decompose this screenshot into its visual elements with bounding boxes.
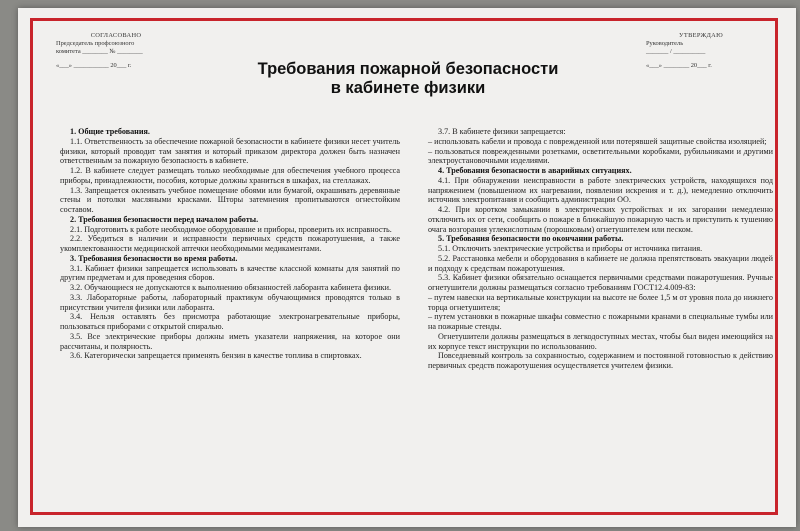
paragraph: 3.1. Кабинет физики запрещается использовать в качестве классной комнаты для занятий по другим предметам и для проведения сборов.: [60, 263, 400, 283]
paragraph: 3.7. В кабинете физики запрещается:: [438, 127, 566, 136]
paragraph: 1.2. В кабинете следует размещать только необходимые для обеспечения учебного процесса приборы, принадлежности, пособия, которые должны храниться в шкафах, на стеллажах.: [60, 166, 400, 185]
section-heading: 1. Общие требования.: [70, 127, 150, 136]
approval-right-title: УТВЕРЖДАЮ: [679, 32, 723, 39]
approval-stamp-right: [646, 32, 756, 70]
paragraph: – путем установки в пожарные шкафы совместно с пожарными кранами в специальные тумбы или на пожарные стенды.: [428, 312, 773, 331]
paragraph: 3.3. Лабораторные работы, лабораторный практикум обучающимися проводятся только в присутствии учителя физики или лаборанта.: [60, 292, 400, 312]
paragraph: 2.2. Убедиться в наличии и исправности первичных средств пожаротушения, а также укомплектованности медицинской аптечки необходимыми медикаментами.: [60, 234, 400, 253]
left-text-column: [60, 127, 400, 361]
approval-left-title: СОГЛАСОВАНО: [90, 32, 142, 39]
approval-right-line2: _______ / __________: [646, 48, 706, 55]
paragraph: 1.3. Запрещается оклеивать учебное помещение обоями или бумагой, окрашивать деревянные стены и потолки масляными красками. Шторы затемнения пропитываются огнестойким составом.: [60, 185, 400, 214]
section-heading: 2. Требования безопасности перед началом работы.: [70, 214, 259, 224]
paragraph: 3.4. Нельзя оставлять без присмотра работающие электронагревательные приборы, пользоваться приборами с открытой спиралью.: [60, 312, 400, 331]
approval-right-line3: «___» ________ 20___ г.: [646, 62, 712, 69]
section-heading: 3. Требования безопасности во время работы.: [70, 253, 238, 263]
approval-left-line2: комитета ________ № ________: [56, 48, 143, 55]
paragraph: Огнетушители должны размещаться в легкодоступных местах, чтобы был виден имеющийся на их корпусе текст инструкции по использованию.: [428, 331, 773, 351]
title-line-2: в кабинете физики: [330, 79, 486, 97]
paragraph: – использовать кабели и провода с поврежденной или потерявшей защитные свойства изоляцией;: [428, 136, 767, 146]
paragraph: 3.2. Обучающиеся не допускаются к выполнению обязанностей лаборанта кабинета физики.: [70, 283, 391, 292]
paragraph: 4.1. При обнаружении неисправности в работе электрических устройств, находящихся под напряжением (повышенном их нагревании, появлении искрения и т. д.), немедленно отключить источник электропитания и сообщить администрации ОО.: [428, 175, 773, 205]
title-line-1: Требования пожарной безопасности: [257, 60, 559, 78]
paragraph: – пользоваться поврежденными розетками, осветительными коробками, рубильниками и другими электроустановочными изделиями.: [428, 146, 773, 166]
right-text-column: [428, 127, 773, 371]
section-heading: 5. Требования безопасности по окончании работы.: [438, 234, 624, 244]
paragraph: 5.3. Кабинет физики обязательно оснащается первичными средствами пожаротушения. Ручные огнетушители должны размещаться согласно требованиям ГОСТ12.4.009-83:: [428, 273, 773, 292]
paragraph: 5.1. Отключить электрические устройства и приборы от источника питания.: [438, 244, 703, 253]
paragraph: 3.6. Категорически запрещается применять бензин в качестве топлива в спиртовках.: [70, 351, 362, 361]
approval-right-line1: Руководитель: [646, 40, 684, 47]
paragraph: 5.2. Расстановка мебели и оборудования в кабинете не должна препятствовать эвакуации людей и подходу к средствам пожаротушения.: [428, 253, 773, 273]
paragraph: Повседневный контроль за сохранностью, содержанием и постоянной готовностью к действию первичных средств пожаротушения осуществляется учителем физики.: [428, 351, 773, 370]
paragraph: 3.5. Все электрические приборы должны иметь указатели напряжения, на которое они рассчитаны, и полярность.: [60, 331, 400, 351]
page-title: [178, 60, 638, 98]
paragraph: 1.1. Ответственность за обеспечение пожарной безопасности в кабинете физики несет учитель физики, который проводит там занятия и который приказом директора должен быть назначен ответственным за пожарную безопасность в кабинете.: [60, 136, 400, 166]
paragraph: – путем навески на вертикальные конструкции на высоте не более 1,5 м от уровня пола до нижнего торца огнетушителя;: [428, 292, 773, 312]
section-heading: 4. Требования безопасности в аварийных ситуациях.: [438, 166, 632, 175]
paragraph: 4.2. При коротком замыкании в электрических устройствах и их загорании немедленно отключить их от сети, сообщить о пожаре в ближайшую пожарную часть и приступить к тушению очага возгорания углекислотным (порошковым) огнетушителем или песком.: [428, 205, 773, 234]
fire-safety-poster: [18, 8, 796, 527]
approval-left-line3: «___» ___________ 20___ г.: [56, 62, 132, 69]
approval-stamp-left: [56, 32, 176, 70]
approval-left-line1: Председатель профсоюзного: [56, 40, 135, 47]
paragraph: 2.1. Подготовить к работе необходимое оборудование и приборы, проверить их исправность.: [70, 224, 392, 234]
